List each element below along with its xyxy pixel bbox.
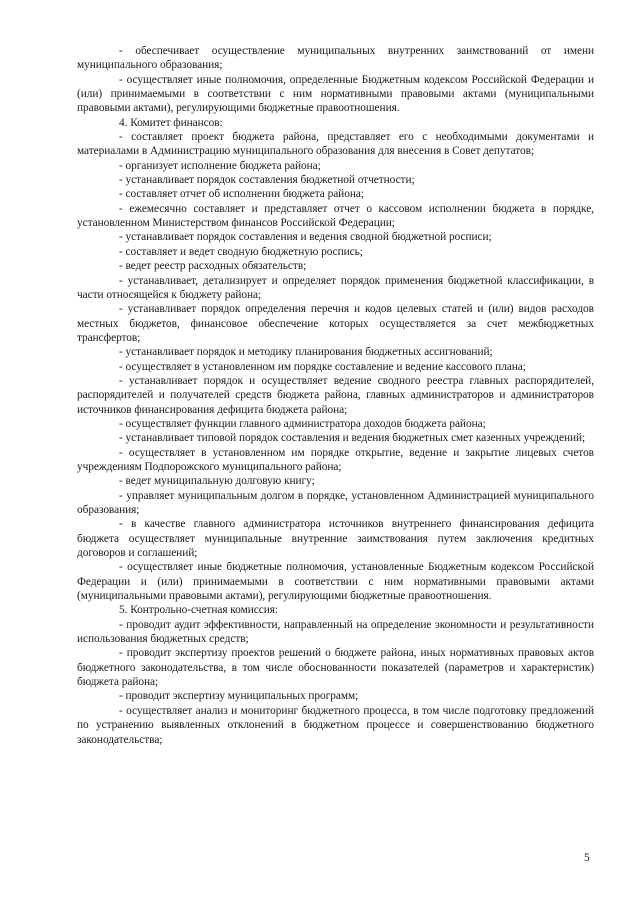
paragraph: - устанавливает порядок и осуществляет ведение сводного реестра главных распорядителей, распорядителей и получателей средств бюджета района, главных администраторов и администраторов источников финансирования дефицита бюджета района; [77, 374, 594, 416]
paragraph: - осуществляет в установленном им порядке составление и ведение кассового плана; [119, 360, 526, 373]
section-heading: 5. Контрольно-счетная комиссия: [119, 604, 278, 617]
paragraph: - устанавливает типовой порядок составления и ведения бюджетных смет казенных учреждений; [119, 432, 586, 445]
paragraph: - проводит аудит эффективности, направленный на определение экономности и результативности использования бюджетных средств; [77, 618, 594, 646]
paragraph: - ведет реестр расходных обязательств; [119, 260, 307, 273]
paragraph: - проводит экспертизу муниципальных программ; [119, 690, 359, 703]
section-heading: 4. Комитет финансов: [119, 116, 223, 129]
document-body [77, 44, 594, 747]
paragraph: - устанавливает порядок составления и ведения сводной бюджетной росписи; [119, 231, 492, 244]
paragraph: - обеспечивает осуществление муниципальных внутренних заимствований от имени муниципального образования; [77, 45, 594, 72]
paragraph: - составляет проект бюджета района, представляет его с необходимыми документами и материалами в Администрацию муниципального образования для внесения в Совет депутатов; [77, 131, 594, 158]
paragraph: - осуществляет функции главного администратора доходов бюджета района; [119, 417, 486, 430]
paragraph: - составляет и ведет сводную бюджетную роспись; [119, 245, 363, 258]
paragraph: - ежемесячно составляет и представляет отчет о кассовом исполнении бюджета в порядке, установленном Министерством финансов Российской Федерации; [77, 202, 594, 230]
paragraph: - осуществляет иные бюджетные полномочия, установленные Бюджетным кодексом Российской Федерации и (или) принимаемыми в соответствии с ним нормативными правовыми актами (муниципальными правовыми актами), регулирующими бюджетные правоотношения. [77, 561, 594, 603]
paragraph: - ведет муниципальную долговую книгу; [119, 475, 315, 488]
paragraph: - управляет муниципальным долгом в порядке, установленном Администрацией муниципального образования; [77, 489, 594, 516]
paragraph: - осуществляет иные полномочия, определенные Бюджетным кодексом Российской Федерации и (или) принимаемыми в соответствии с ним нормативными правовыми актами (муниципальными правовыми актами), регулирующими бюджетные правоотношения. [77, 73, 594, 115]
paragraph: - проводит экспертизу проектов решений о бюджете района, иных нормативных правовых актов бюджетного законодательства, в том числе обоснованности показателей (параметров и характеристик) бюджета района; [77, 647, 594, 689]
paragraph: - осуществляет анализ и мониторинг бюджетного процесса, в том числе подготовку предложений по устранению выявленных отклонений в бюджетном процессе и совершенствованию бюджетного законодательства; [77, 704, 594, 746]
page-number: 5 [584, 852, 590, 864]
paragraph: - устанавливает порядок и методику планирования бюджетных ассигнований; [119, 346, 493, 359]
paragraph: - устанавливает порядок определения перечня и кодов целевых статей и (или) видов расходов местных бюджетов, финансовое обеспечение которых осуществляется за счет межбюджетных трансфертов; [77, 303, 594, 344]
paragraph: - устанавливает порядок составления бюджетной отчетности; [119, 174, 415, 187]
paragraph: - устанавливает, детализирует и определяет порядок применения бюджетной классификации, в части относящейся к бюджету района; [77, 274, 594, 301]
paragraph: - составляет отчет об исполнении бюджета района; [119, 188, 364, 201]
paragraph: - в качестве главного администратора источников внутреннего финансирования дефицита бюджета осуществляет муниципальные внутренние заимствования путем заключения кредитных договоров и соглашений; [77, 518, 594, 560]
paragraph: - организует исполнение бюджета района; [119, 159, 321, 172]
paragraph: - осуществляет в установленном им порядке открытие, ведение и закрытие лицевых счетов учреждениям Подпорожского муниципального района; [77, 446, 594, 473]
